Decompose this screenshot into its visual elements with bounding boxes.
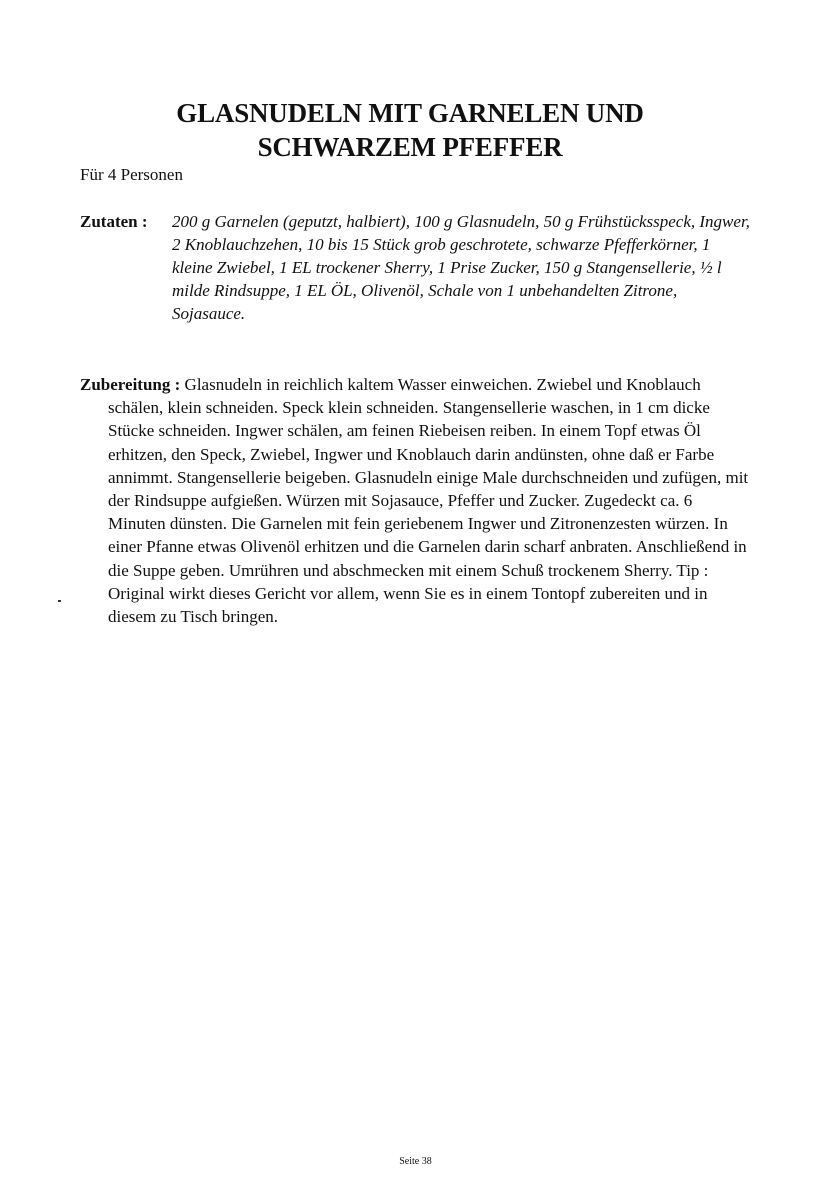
- ingredients-text: 200 g Garnelen (geputzt, halbiert), 100 g Glasnudeln, 50 g Frühstücksspeck, Ingwer, 2 Knoblauchzehen, 10 bis 15 Stück grob geschrotete, schwarze Pfefferkörner, 1 kleine Zwiebel, 1 EL trockener Sherry, 1 Prise Zucker, 150 g Stangensellerie, ½ l milde Rindsuppe, 1 EL ÖL, Olivenöl, Schale von 1 unbehandelten Zitrone, Sojasauce.: [172, 212, 750, 323]
- page-number: Seite 38: [399, 1156, 432, 1167]
- ingredients-label: Zutaten :: [80, 212, 148, 231]
- servings-text: Für 4 Personen: [80, 165, 183, 184]
- scan-speck: [58, 600, 61, 602]
- title-line-1: GLASNUDELN MIT GARNELEN UND: [176, 98, 644, 128]
- preparation-section: [80, 373, 752, 628]
- preparation-label: Zubereitung :: [80, 375, 181, 394]
- title-line-2: SCHWARZEM PFEFFER: [257, 132, 563, 162]
- preparation-text: Glasnudeln in reichlich kaltem Wasser einweichen. Zwiebel und Knoblauch schälen, klein schneiden. Speck klein schneiden. Stangensellerie waschen, in 1 cm dicke Stücke schneiden. Ingwer schälen, am feinen Riebeisen reiben. In einem Topf etwas Öl erhitzen, den Speck, Zwiebel, Ingwer und Knoblauch darin andünsten, ohne daß er Farbe annimmt. Stangensellerie beigeben. Glasnudeln einige Male durchschneiden und zufügen, mit der Rindsuppe aufgießen. Würzen mit Sojasauce, Pfeffer und Zucker. Zugedeckt ca. 6 Minuten dünsten. Die Garnelen mit fein geriebenem Ingwer und Zitronenzesten würzen. In einer Pfanne etwas Olivenöl erhitzen und die Garnelen darin scharf anbraten. Anschließend in die Suppe geben. Umrühren und abschmecken mit einem Schuß trockenem Sherry. Tip : Original wirkt dieses Gericht vor allem, wenn Sie es in einem Tontopf zubereiten und in diesem zu Tisch bringen.: [108, 375, 749, 627]
- ingredients-section: [80, 210, 760, 325]
- recipe-title: [80, 96, 740, 164]
